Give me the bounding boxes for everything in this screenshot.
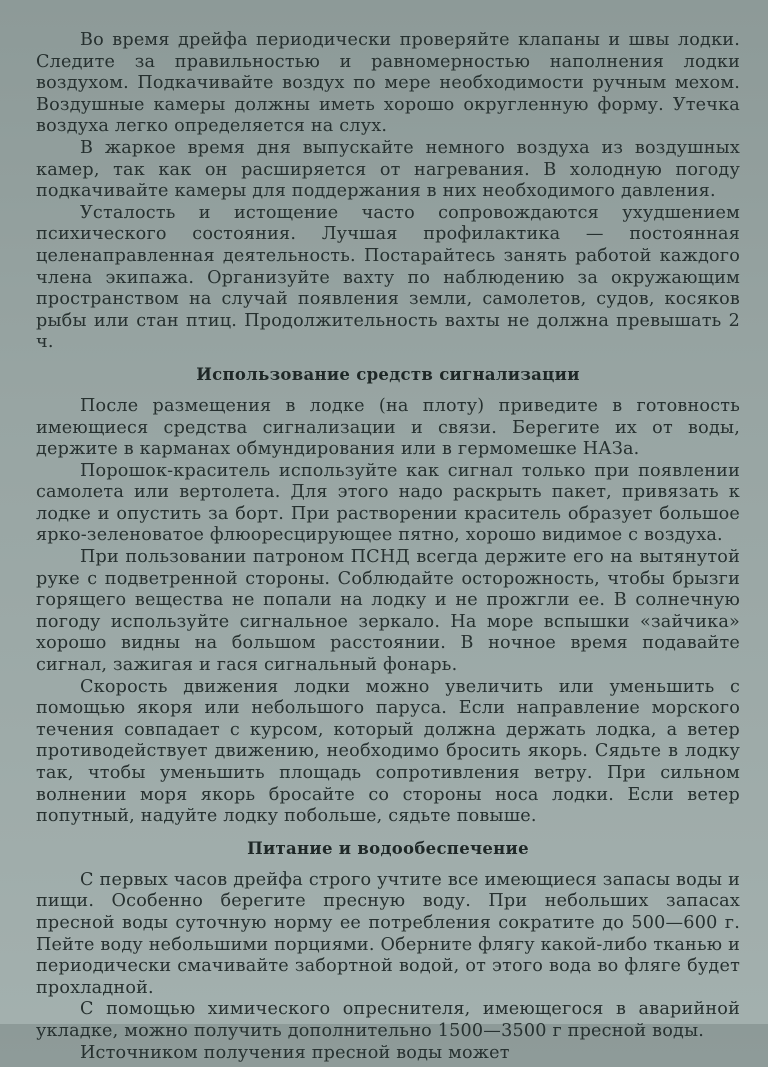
section-heading-signaling: Использование средств сигнализации	[196, 364, 580, 384]
paragraph-valves: Во время дрейфа периодически проверяйте клапаны и швы лодки. Следите за правильностью и равномерностью наполнения лодки воздухом. Подкачивайте воздух по мере необходимости ручным мехом. Воздушные камеры должны иметь хорошо округленную форму. Утечка воздуха легко определяется на слух.	[36, 30, 740, 137]
paragraph-water-source-cut: Источником получения пресной воды может	[80, 1042, 510, 1063]
paragraph-signal-prep: После размещения в лодке (на плоту) приведите в готовность имеющиеся средства сигнализации и связи. Берегите их от воды, держите в карманах обмундирования или в гермомешке НАЗа.	[36, 395, 740, 460]
paragraph-desalinator: С помощью химического опреснителя, имеющегося в аварийной укладке, можно получить дополнительно 1500—3500 г пресной воды.	[36, 999, 740, 1041]
paragraph-psnd-cartridge: При пользовании патроном ПСНД всегда держите его на вытянутой руке с подветренной стороны. Соблюдайте осторожность, чтобы брызги горящего вещества не попали на лодку и не прожгли ее. В солнечную погоду используйте сигнальное зеркало. На море вспышки «зайчика» хорошо видны на большом расстоянии. В ночное время подавайте сигнал, зажигая и гася сигнальный фонарь.	[36, 547, 740, 676]
paragraph-water-supply: С первых часов дрейфа строго учтите все имеющиеся запасы воды и пищи. Особенно берегите пресную воду. При небольших запасах пресной воды суточную норму ее потребления сократите до 500—600 г. Пейте воду небольшими порциями. Оберните флягу какой-либо тканью и периодически смачивайте забортной водой, от этого вода во фляге будет прохладной.	[36, 869, 740, 998]
paragraph-hot-weather: В жаркое время дня выпускайте немного воздуха из воздушных камер, так как он расширяется от нагревания. В холодную погоду подкачивайте камеры для поддержания в них необходимого давления.	[36, 137, 740, 202]
paragraph-dye-powder: Порошок-краситель используйте как сигнал только при появлении самолета или вертолета. Для этого надо раскрыть пакет, привязать к лодке и опустить за борт. При растворении краситель образует большое ярко-зеленоватое флюоресцирующее пятно, хорошо видимое с воздуха.	[36, 460, 740, 546]
paragraph-fatigue: Усталость и истощение часто сопровождаются ухудшением психического состояния. Лучшая профилактика — постоянная целенаправленная деятельность. Постарайтесь занять работой каждого члена экипажа. Организуйте вахту по наблюдению за окружающим пространством на случай появления земли, самолетов, судов, косяков рыбы или стан птиц. Продолжительность вахты не должна превышать 2 ч.	[36, 202, 740, 353]
paragraph-boat-speed: Скорость движения лодки можно увеличить или уменьшить с помощью якоря или небольшого паруса. Если направление морского течения совпадает с курсом, который должна держать лодка, а ветер противодействует движению, необходимо бросить якорь. Сядьте в лодку так, чтобы уменьшить площадь сопротивления ветру. При сильном волнении моря якорь бросайте со стороны носа лодки. Если ветер попутный, надуйте лодку побольше, сядьте повыше.	[36, 676, 740, 827]
section-heading-food-water: Питание и водообеспечение	[247, 838, 529, 858]
